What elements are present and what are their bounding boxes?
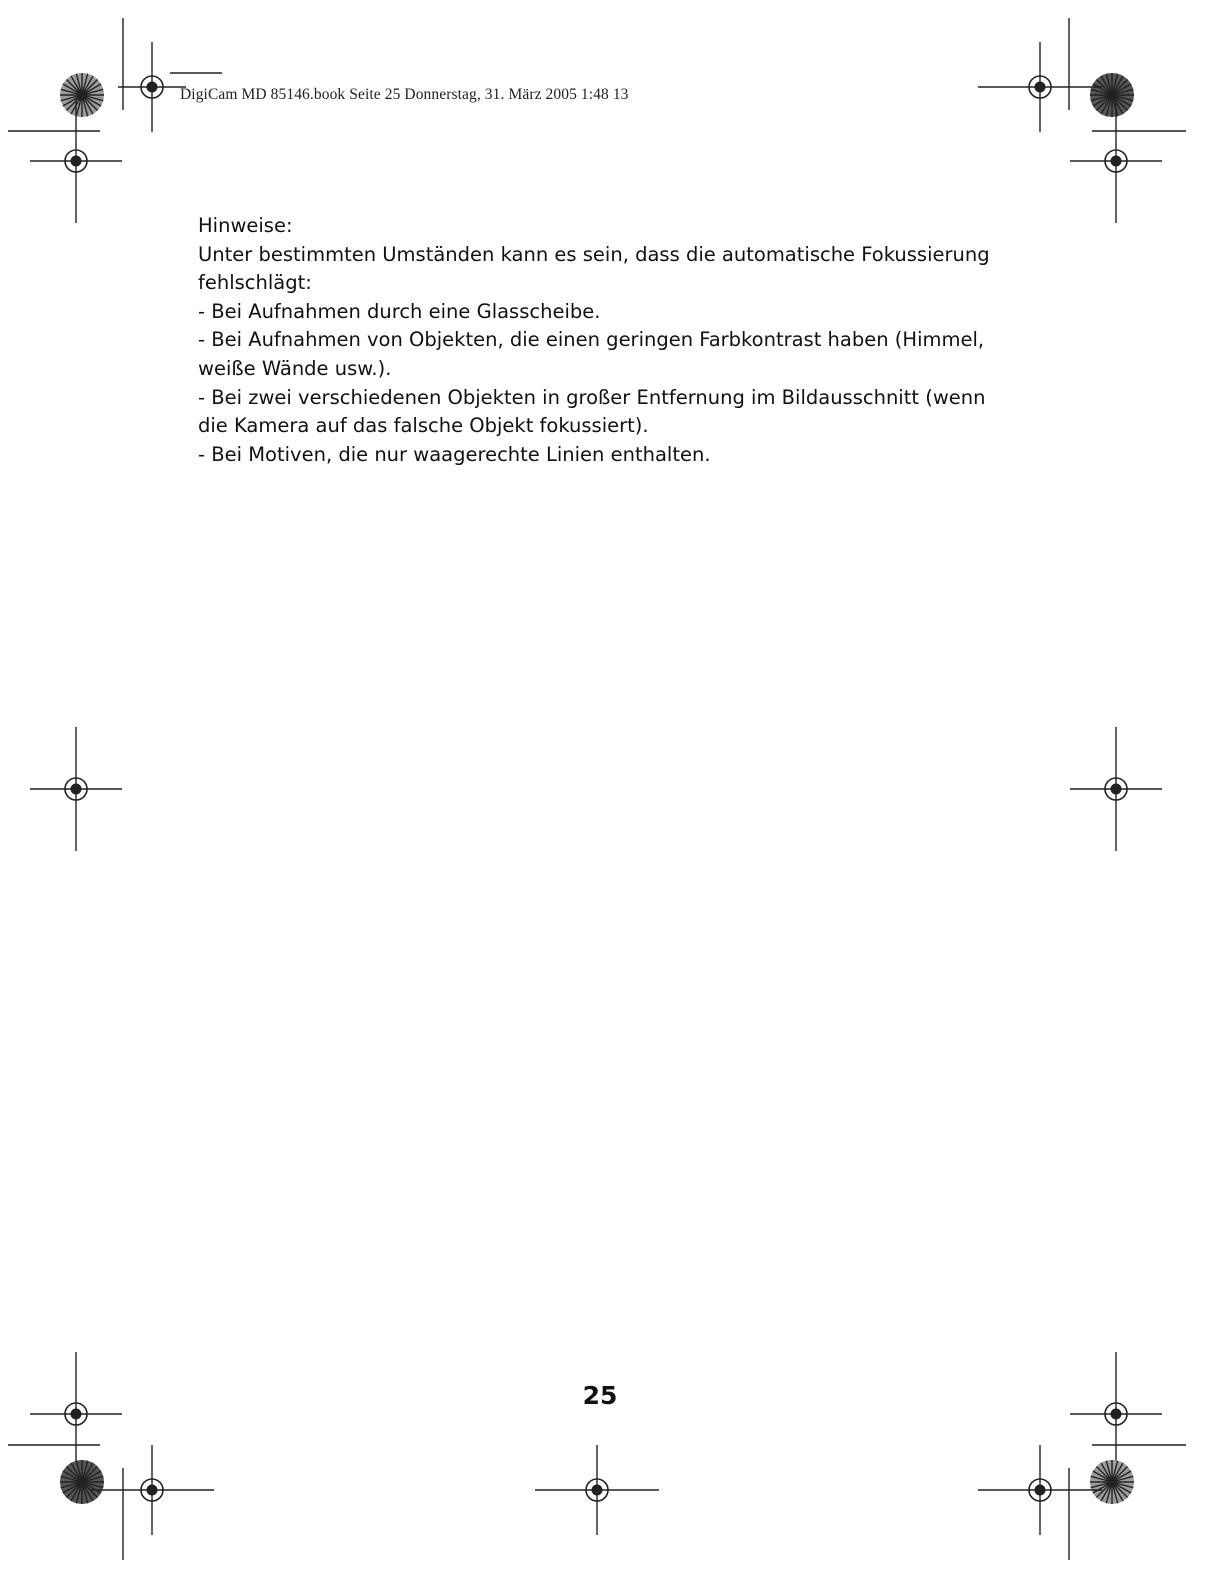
page-number: 25 <box>582 1381 618 1410</box>
registration-dot <box>1111 784 1122 795</box>
notes-intro: Unter bestimmten Umständen kann es sein, dass die automatische Fokussierung fehlschlägt: <box>198 242 990 295</box>
registration-dot <box>71 156 82 167</box>
registration-dot <box>71 1409 82 1420</box>
registration-dot <box>1111 1409 1122 1420</box>
registration-dot <box>1035 1485 1046 1496</box>
registration-dot <box>592 1485 603 1496</box>
registration-dot <box>71 784 82 795</box>
notes-block <box>198 212 1018 469</box>
slug-line: DigiCam MD 85146.book Seite 25 Donnerstag, 31. März 2005 1:48 13 <box>180 86 629 103</box>
notes-item: - Bei zwei verschiedenen Objekten in großer Entfernung im Bildausschnitt (wenn die Kamera auf das falsche Objekt fokussiert). <box>198 385 986 438</box>
notes-heading: Hinweise: <box>198 214 293 237</box>
registration-dot <box>1035 82 1046 93</box>
notes-item: - Bei Aufnahmen durch eine Glasscheibe. <box>198 299 601 323</box>
notes-item: - Bei Motiven, die nur waagerechte Linien enthalten. <box>198 442 711 466</box>
registration-dot <box>147 1485 158 1496</box>
registration-dot <box>1111 156 1122 167</box>
registration-dot <box>147 82 158 93</box>
notes-item: - Bei Aufnahmen von Objekten, die einen geringen Farbkontrast haben (Himmel, weiße Wände usw.). <box>198 328 985 380</box>
